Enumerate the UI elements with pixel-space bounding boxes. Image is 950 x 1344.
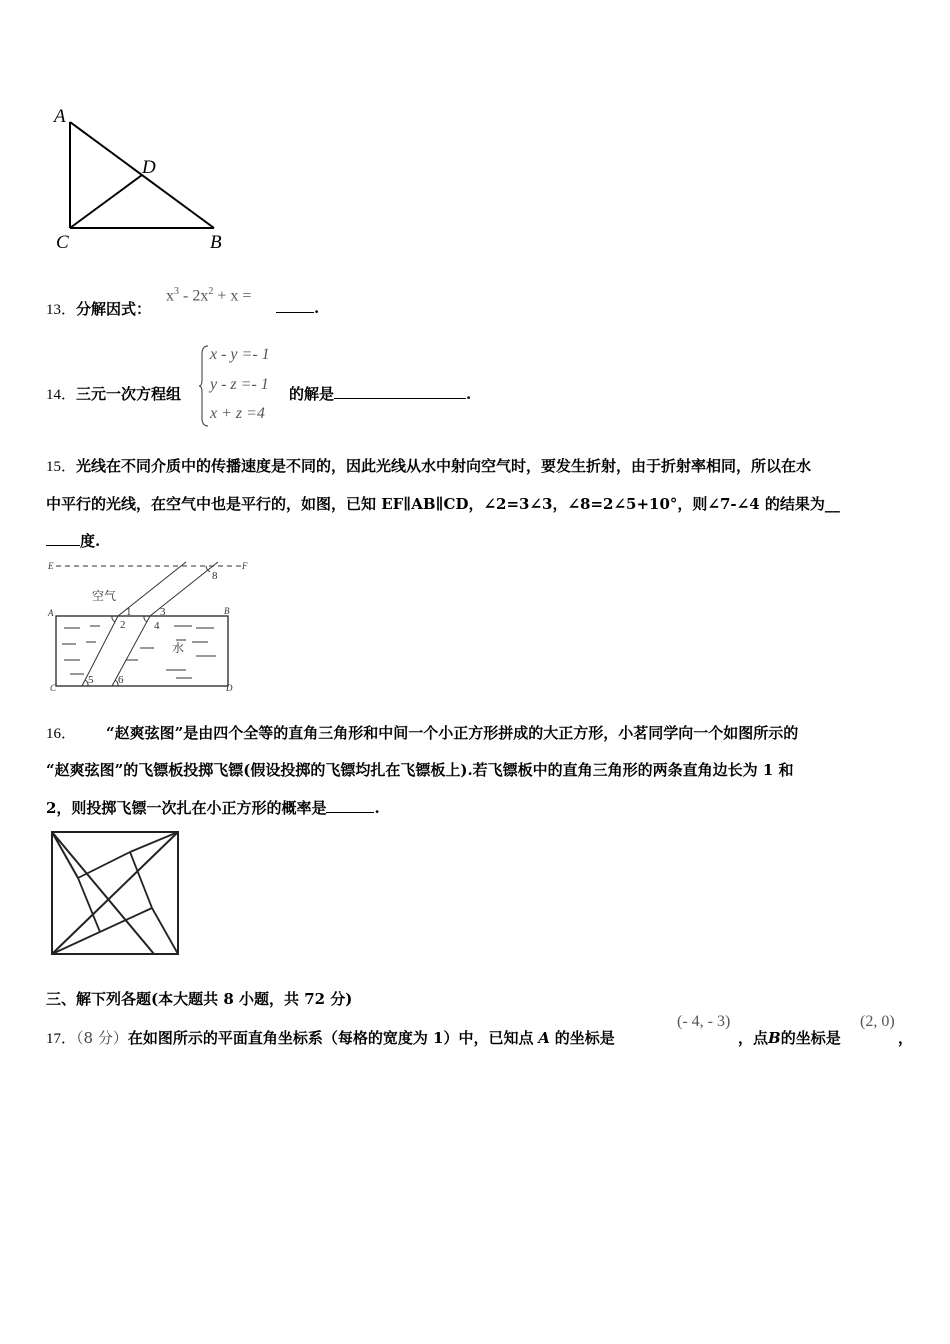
refraction-figure — [46, 560, 252, 694]
question-17: 17．（8 分）在如图所示的平面直角坐标系（每格的宽度为 1）中，已知点 A 的坐标是 — [46, 1029, 615, 1047]
question-15-line-1: 15．光线在不同介质中的传播速度是不同的，因此光线从水中射向空气时，要发生折射，由于折射率相同，所以在水 — [46, 457, 812, 475]
label-air: 空气 — [92, 589, 117, 603]
equation-1: x - y =- 1 — [210, 346, 270, 363]
question-16-line-3: 2，则投掷飞镖一次扎在小正方形的概率是 . — [46, 799, 380, 817]
angle-2: 2 — [120, 619, 126, 631]
question-number: 16． — [46, 726, 77, 742]
coordinate-a: (- 4, - 3) — [677, 1013, 731, 1030]
question-15-line-2: 中平行的光线，在空气中也是平行的，如图，已知 EF∥AB∥CD，∠2=3∠3，∠8=2∠5+10°，则∠7-∠4 的结果为__ — [46, 495, 840, 513]
label-B: B — [224, 606, 230, 616]
label-E: E — [48, 561, 54, 571]
coordinate-b: (2, 0) — [860, 1013, 895, 1030]
question-15-line-3: 度. — [46, 530, 100, 551]
score: （8 分） — [76, 1029, 128, 1047]
question-14: 14．三元一次方程组 — [46, 385, 182, 403]
question-number: 13． — [46, 302, 77, 318]
angle-4: 4 — [154, 620, 160, 632]
question-number: 17． — [46, 1031, 77, 1047]
label-B: B — [210, 232, 222, 253]
question-17-end: ， — [898, 1029, 914, 1047]
zhao-shuang-diagram — [48, 828, 182, 958]
label-water: 水 — [172, 641, 185, 655]
question-number: 15． — [46, 459, 77, 475]
point-a: A — [538, 1029, 550, 1047]
angle-3: 3 — [160, 606, 166, 618]
triangle-figure — [48, 100, 238, 260]
label-D: D — [142, 157, 156, 178]
point-b: B — [768, 1029, 781, 1047]
question-17-cont: ，点B的坐标是 — [738, 1029, 841, 1047]
equation-3: x + z =4 — [210, 405, 265, 422]
angle-6: 6 — [118, 674, 124, 686]
label-A: A — [48, 608, 54, 618]
label-F: F — [242, 561, 248, 571]
angle-5: 5 — [88, 674, 94, 686]
question-13 — [46, 298, 151, 319]
question-16-line-2: “赵爽弦图”的飞镖板投掷飞镖(假设投掷的飞镖均扎在飞镖板上).若飞镖板中的直角三角形的两条直角边长为 1 和 — [46, 761, 794, 779]
question-prompt: 分解因式： — [76, 300, 152, 318]
question-16-line-1: 16． “赵爽弦图”是由四个全等的直角三角形和中间一个小正方形拼成的大正方形，小茗同学向一个如图所示的 — [46, 724, 799, 742]
factor-expression: $x^3 - 2x^2 + x$ = — [166, 286, 252, 305]
label-A: A — [54, 106, 66, 127]
label-D: D — [226, 683, 233, 693]
label-C: C — [56, 232, 69, 253]
angle-8: 8 — [212, 570, 218, 582]
answer-blank-14: 的解是 . — [289, 385, 472, 403]
question-number: 14． — [46, 387, 77, 403]
section-title: 三、解下列各题(本大题共 8 小题，共 72 分) — [46, 990, 353, 1008]
answer-blank-13: . — [276, 298, 319, 317]
system-brace — [198, 344, 210, 428]
label-C: C — [50, 683, 57, 693]
equation-2: y - z =- 1 — [210, 376, 269, 393]
angle-1: 1 — [126, 606, 132, 618]
